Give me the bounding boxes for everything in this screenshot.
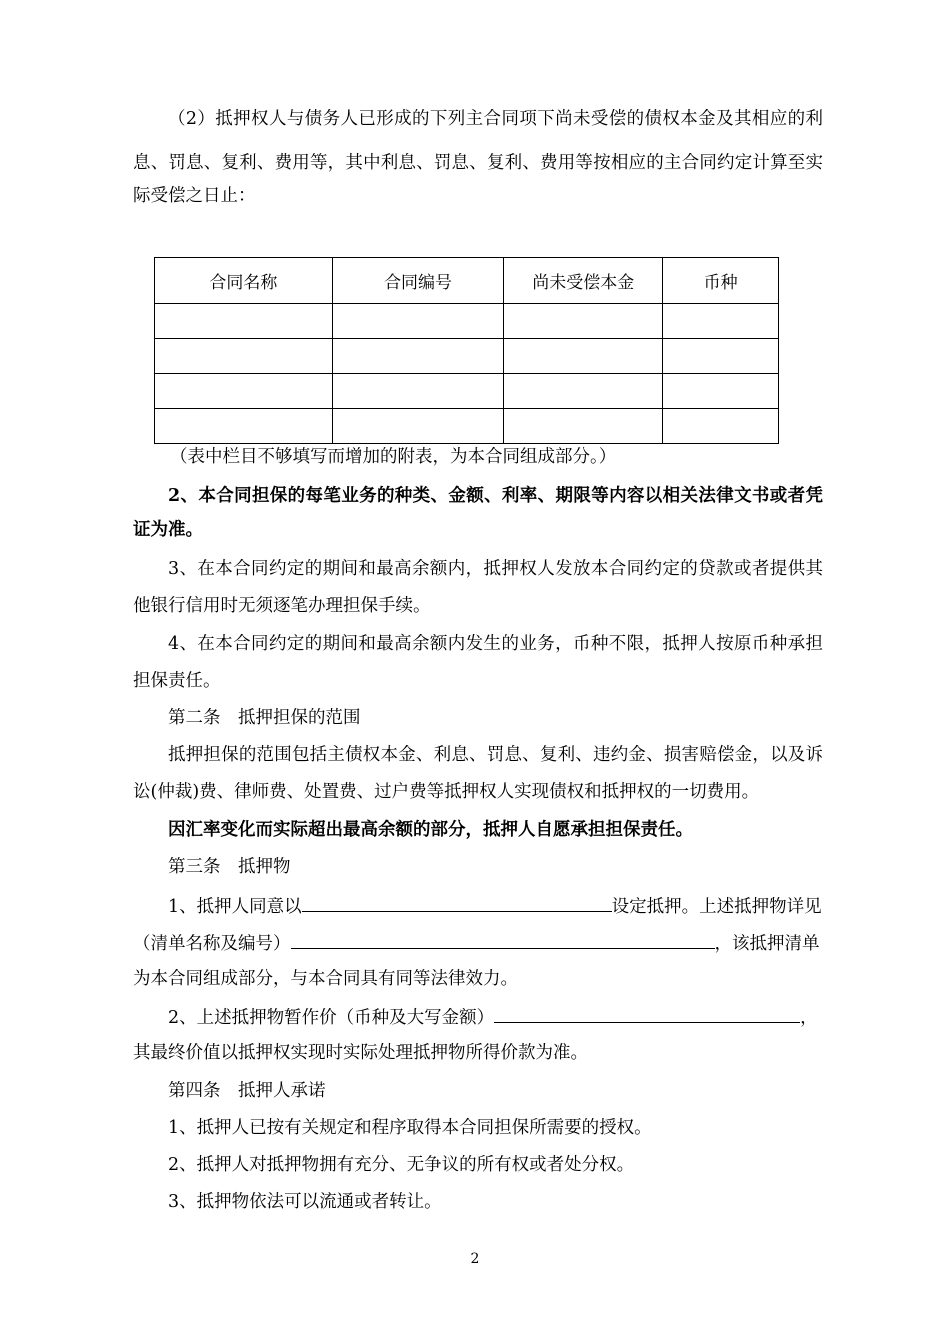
table-cell[interactable]	[504, 374, 663, 409]
table-cell[interactable]	[663, 304, 779, 339]
text-segment: 2、上述抵押物暂作价（币种及大写金额）	[168, 1008, 495, 1028]
paragraph-line: 息、罚息、复利、费用等，其中利息、罚息、复利、费用等按相应的主合同约定计算至实	[133, 153, 823, 173]
table-cell[interactable]	[504, 409, 663, 444]
table-cell[interactable]	[663, 339, 779, 374]
paragraph-line: 抵押担保的范围包括主债权本金、利息、罚息、复利、违约金、损害赔偿金，以及诉	[168, 745, 823, 765]
table-row	[155, 339, 779, 374]
table-row	[155, 409, 779, 444]
paragraph-line: （2）抵押权人与债务人已形成的下列主合同项下尚未受偿的债权本金及其相应的利	[168, 109, 823, 129]
paragraph-line-bold: 因汇率变化而实际超出最高余额的部分，抵押人自愿承担担保责任。	[168, 820, 693, 840]
article-title: 第四条 抵押人承诺	[168, 1081, 326, 1101]
paragraph-line: 3、在本合同约定的期间和最高余额内，抵押权人发放本合同约定的贷款或者提供其	[168, 559, 823, 579]
paragraph-line	[133, 930, 823, 956]
table-note: （表中栏目不够填写而增加的附表，为本合同组成部分。）	[170, 447, 617, 467]
paragraph-line: 为本合同组成部分，与本合同具有同等法律效力。	[133, 969, 518, 989]
paragraph-line	[168, 1004, 858, 1030]
paragraph-line: 其最终价值以抵押权实现时实际处理抵押物所得价款为准。	[133, 1043, 588, 1063]
table-cell[interactable]	[504, 304, 663, 339]
paragraph-line: 讼(仲裁)费、律师费、处置费、过户费等抵押权人实现债权和抵押权的一切费用。	[133, 782, 760, 802]
paragraph-line: 1、抵押人已按有关规定和程序取得本合同担保所需要的授权。	[168, 1118, 652, 1138]
list-name-blank-field[interactable]	[291, 930, 715, 949]
table-cell[interactable]	[663, 374, 779, 409]
table-row	[155, 304, 779, 339]
article-title: 第二条 抵押担保的范围	[168, 708, 361, 728]
paragraph-line: 4、在本合同约定的期间和最高余额内发生的业务，币种不限，抵押人按原币种承担	[168, 634, 823, 654]
table-header-cell: 合同编号	[332, 258, 504, 304]
article-title: 第三条 抵押物	[168, 857, 291, 877]
paragraph-line	[168, 893, 858, 919]
text-segment: ，	[800, 1008, 818, 1028]
contract-table	[154, 257, 779, 444]
text-segment: ，该抵押清单	[714, 934, 820, 954]
paragraph-line: 担保责任。	[133, 671, 221, 691]
table-cell[interactable]	[504, 339, 663, 374]
paragraph-line: 证为准。	[133, 520, 203, 540]
table-cell[interactable]	[155, 409, 333, 444]
paragraph-line: 际受偿之日止：	[133, 186, 256, 206]
table-cell[interactable]	[332, 304, 504, 339]
table-row	[155, 374, 779, 409]
table-cell[interactable]	[155, 304, 333, 339]
table-header-cell: 尚未受偿本金	[504, 258, 663, 304]
table-header-cell: 合同名称	[155, 258, 333, 304]
table-cell[interactable]	[155, 339, 333, 374]
paragraph-line: 他银行信用时无须逐笔办理担保手续。	[133, 596, 431, 616]
table-cell[interactable]	[332, 339, 504, 374]
page-number: 2	[470, 1251, 480, 1267]
value-blank-field[interactable]	[494, 1004, 800, 1023]
table-cell[interactable]	[155, 374, 333, 409]
table-header-cell: 币种	[663, 258, 779, 304]
table-cell[interactable]	[663, 409, 779, 444]
table-cell[interactable]	[332, 374, 504, 409]
table-header-row	[155, 258, 779, 304]
collateral-blank-field[interactable]	[302, 893, 612, 912]
paragraph-line: 2、本合同担保的每笔业务的种类、金额、利率、期限等内容以相关法律文书或者凭	[168, 486, 823, 506]
text-segment: 设定抵押。上述抵押物详见	[611, 897, 822, 917]
paragraph-line: 3、抵押物依法可以流通或者转让。	[168, 1192, 442, 1212]
text-segment: 1、抵押人同意以	[168, 897, 302, 917]
table-cell[interactable]	[332, 409, 504, 444]
paragraph-line: 2、抵押人对抵押物拥有充分、无争议的所有权或者处分权。	[168, 1155, 635, 1175]
text-segment: （清单名称及编号）	[133, 934, 291, 954]
